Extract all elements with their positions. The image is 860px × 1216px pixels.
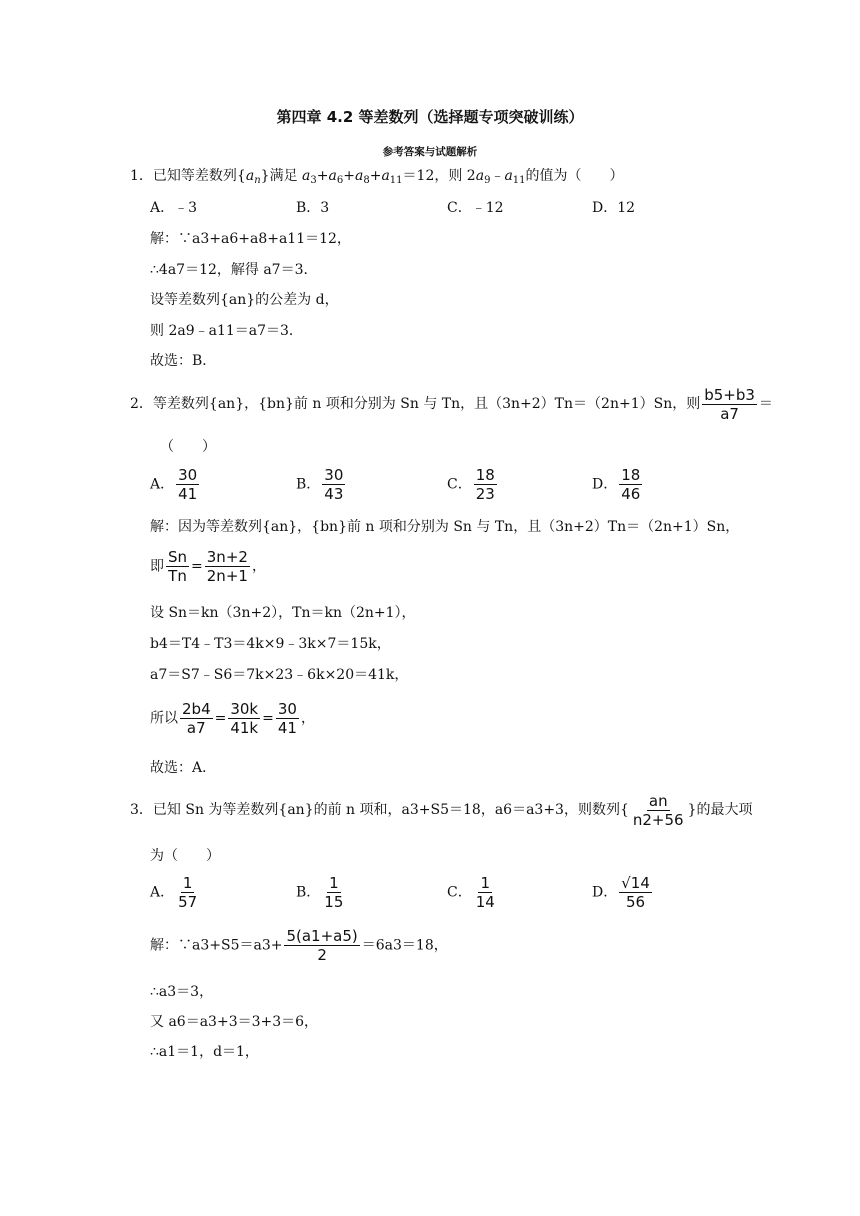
q2-solution-line-7: 故选：A． [150, 760, 217, 776]
q3-option-b: B． $\frac{1}{15}$ [296, 874, 344, 911]
question-1-stem: 1．已知等差数列$\{a_n\}$满足 $a_3+a_6+a_8+a_{11}=12$，则 $2a_9﹣a_{11}$的值为（ ） [130, 168, 624, 186]
q2-solution-line-4: b4＝T4﹣T3＝4k×9﹣3k×7＝15k， [150, 636, 391, 652]
q2-solution-line-6: 所以 $\frac{2b4}{a7}$ = $\frac{30k}{41k}$ = $\frac{30}{41}$ ， [150, 700, 315, 737]
page-title: 第四章 4.2 等差数列（选择题专项突破训练） [276, 108, 584, 126]
q2-solution-line-5: a7＝S7﹣S6＝7k×23﹣6k×20＝41k， [150, 667, 409, 683]
q3-option-d: D． $\frac{√14}{56}$ [592, 874, 650, 911]
q3-stem-line-2: 为（ ） [150, 848, 220, 864]
q3-solution-line-1: 解：∵a3+S5＝a3+ $\frac{5(a1+a5)}{2}$ ＝6a3＝18， [150, 927, 448, 964]
q2-solution-line-3: 设 Sn＝kn（3n+2），Tn＝kn（2n+1）， [150, 605, 416, 621]
q2-option-b: B． $\frac{30}{43}$ [296, 466, 344, 503]
q1-solution-line-5: 故选：B． [150, 353, 217, 369]
q2-option-a: A． $\frac{30}{41}$ [150, 466, 198, 503]
q2-solution-line-1: 解：因为等差数列{an}，{bn}前 n 项和分别为 Sn 与 Tn，且（3n+2）Tn＝（2n+1）Sn， [150, 519, 740, 535]
q3-option-a: A． $\frac{1}{57}$ [150, 874, 198, 911]
q2-option-c: C． $\frac{18}{23}$ [447, 466, 495, 503]
q1-solution-line-1: 解：∵a3+a6+a8+a11＝12， [150, 231, 351, 247]
q2-answer-paren: （ ） [160, 439, 216, 455]
q1-option-b: B．3 [296, 200, 330, 216]
q2-stem-fraction: $\frac{b5+b3}{a7}$ [704, 385, 755, 423]
q3-option-c: C． $\frac{1}{14}$ [447, 874, 495, 911]
q2-solution-line-2: 即 $\frac{Sn}{Tn}$ = $\frac{3n+2}{2n+1}$ ， [150, 548, 266, 585]
q1-solution-line-4: 则 2a9﹣a11＝a7＝3． [150, 323, 303, 339]
q1-solution-line-3: 设等差数列{an}的公差为 d， [150, 292, 339, 308]
q3-solution-line-2: ∴a3＝3， [150, 984, 214, 1000]
q3-stem-fraction: $\frac{an}{n2+56}$ [632, 791, 684, 829]
q3-solution-line-3: 又 a6＝a3+3＝3+3＝6， [150, 1014, 319, 1030]
question-2-stem: 2．等差数列{an}，{bn}前 n 项和分别为 Sn 与 Tn，且（3n+2）Tn＝（2n+1）Sn，则 $\frac{b5+b3}{a7}$ ＝ [130, 385, 773, 423]
page-subtitle: 参考答案与试题解析 [382, 146, 478, 158]
q1-option-a: A．﹣3 [150, 200, 198, 216]
q1-option-c: C．﹣12 [447, 200, 504, 216]
q1-solution-line-2: ∴4a7＝12，解得 a7＝3． [150, 262, 318, 278]
q3-solution-line-4: ∴a1＝1，d＝1， [150, 1044, 259, 1060]
question-3-stem: 3．已知 Sn 为等差数列{an}的前 n 项和，a3+S5＝18，a6＝a3+3，则数列{ $\frac{an}{n2+56}$ }的最大项 [130, 791, 753, 829]
q1-option-d: D．12 [592, 200, 636, 216]
q2-option-d: D． $\frac{18}{46}$ [592, 466, 641, 503]
